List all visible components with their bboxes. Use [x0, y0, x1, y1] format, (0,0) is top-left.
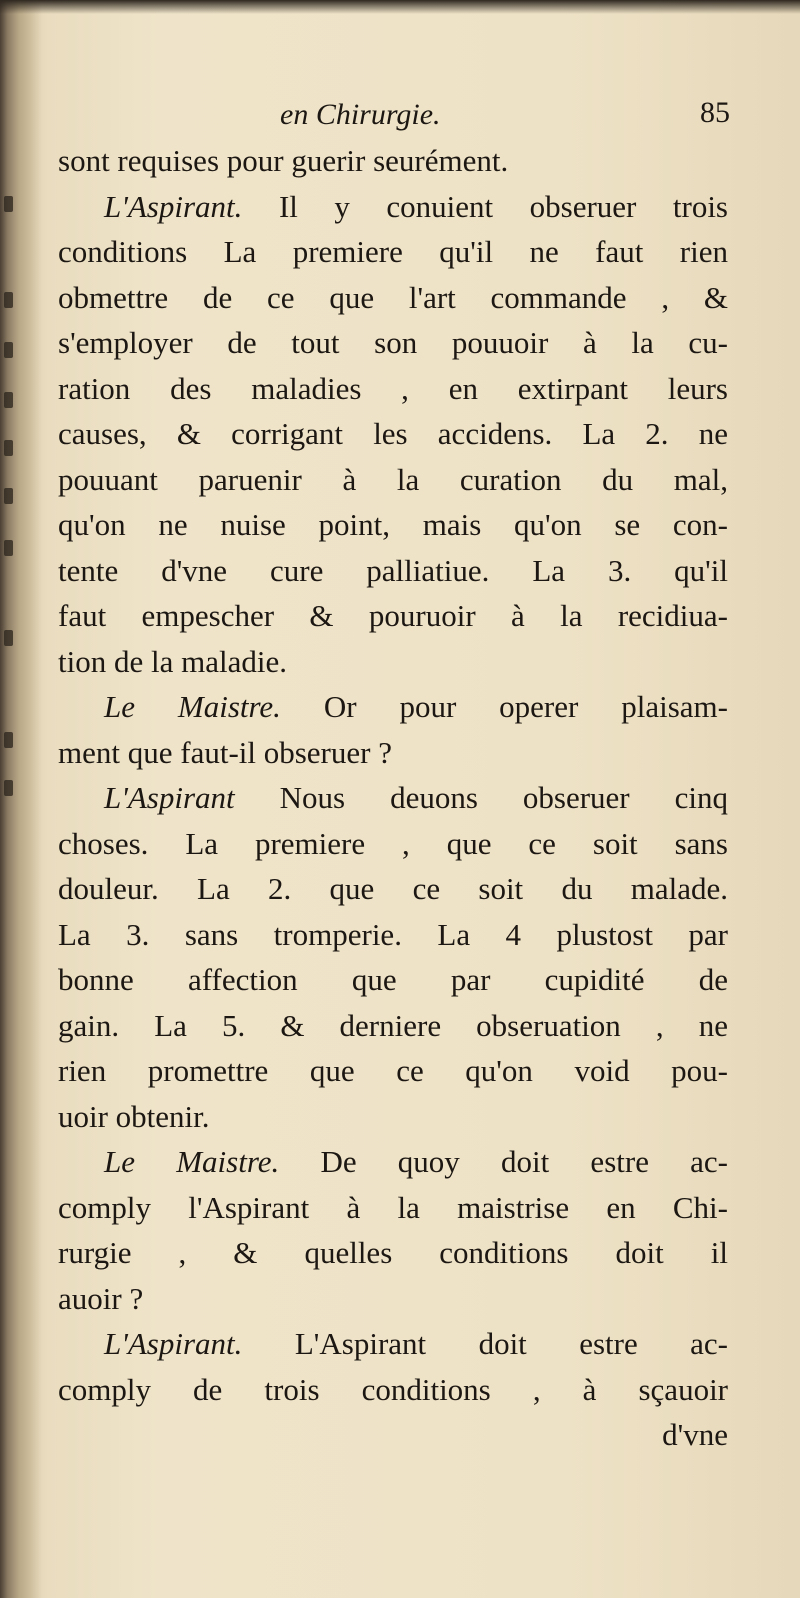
- gutter-letter-fragment: [4, 196, 13, 212]
- text-line: [58, 957, 728, 1003]
- line-text: rien promettre que ce qu'on void pou-: [58, 1053, 728, 1088]
- page-number: 85: [700, 96, 730, 129]
- line-text: tente d'vne cure palliatiue. La 3. qu'il: [58, 552, 728, 588]
- gutter-letter-fragment: [4, 780, 13, 796]
- gutter-letter-fragment: [4, 292, 13, 308]
- speaker-label: L'Aspirant: [104, 780, 235, 815]
- page-text: [58, 86, 728, 1458]
- speaker-label: Le Maistre.: [104, 1144, 280, 1179]
- text-line: [58, 730, 728, 776]
- line-text: Or pour operer plaisam-: [323, 689, 728, 724]
- text-line: [58, 821, 728, 867]
- top-edge-shadow: [0, 0, 800, 14]
- text-line: [58, 866, 728, 912]
- text-line: [58, 912, 728, 958]
- line-text: uoir obtenir.: [58, 1098, 210, 1134]
- text-line: [58, 1230, 728, 1276]
- line-text: auoir ?: [58, 1280, 144, 1316]
- text-line: [58, 184, 728, 230]
- speaker-label: L'Aspirant.: [104, 1326, 243, 1361]
- text-line: [58, 1367, 728, 1413]
- line-text: bonne affection que par cupidité de: [58, 962, 728, 997]
- text-line: [58, 457, 728, 503]
- text-line: [58, 684, 728, 730]
- speaker-label: Le Maistre.: [104, 689, 281, 724]
- line-text: s'employer de tout son pouuoir à la cu-: [58, 325, 728, 360]
- binding-shadow: [0, 0, 42, 1598]
- gutter-letter-fragment: [4, 342, 13, 358]
- running-title: en Chirurgie.: [280, 98, 441, 131]
- line-text: obmettre de ce que l'art commande , &: [58, 279, 728, 315]
- line-text: La 3. sans tromperie. La 4 plustost par: [58, 916, 728, 952]
- line-text: ration des maladies , en extirpant leurs: [58, 370, 728, 406]
- text-line: [58, 548, 728, 594]
- line-text: comply l'Aspirant à la maistrise en Chi-: [58, 1189, 728, 1225]
- text-line: [58, 320, 728, 366]
- text-line: [58, 275, 728, 321]
- text-line: [58, 502, 728, 548]
- text-line: [58, 1321, 728, 1367]
- text-line: [58, 1094, 728, 1140]
- line-text: qu'on ne nuise point, mais qu'on se con-: [58, 507, 728, 542]
- gutter-letter-fragment: [4, 630, 13, 646]
- running-head: [58, 86, 728, 138]
- text-line: [58, 639, 728, 685]
- text-lines: [58, 138, 728, 1412]
- line-text: rurgie , & quelles conditions doit il: [58, 1235, 728, 1270]
- line-text: conditions La premiere qu'il ne faut rien: [58, 234, 728, 269]
- text-line: [58, 138, 728, 184]
- catchword: d'vne: [662, 1417, 728, 1452]
- gutter-letter-fragment: [4, 540, 13, 556]
- text-line: [58, 593, 728, 639]
- line-text: choses. La premiere , que ce soit sans: [58, 825, 728, 861]
- text-line: [58, 366, 728, 412]
- text-line: [58, 411, 728, 457]
- line-text: Nous deuons obseruer cinq: [279, 780, 728, 815]
- gutter-letter-fragment: [4, 440, 13, 456]
- line-text: douleur. La 2. que ce soit du malade.: [58, 871, 728, 906]
- line-text: Il y conuient obseruer trois: [278, 188, 728, 224]
- gutter-letter-fragment: [4, 392, 13, 408]
- line-text: ment que faut-il obseruer ?: [58, 734, 392, 770]
- line-text: comply de trois conditions , à sçauoir: [58, 1371, 728, 1407]
- line-text: De quoy doit estre ac-: [320, 1144, 728, 1179]
- text-line: [58, 775, 728, 821]
- line-text: causes, & corrigant les accidens. La 2. ne: [58, 416, 728, 451]
- line-text: tion de la maladie.: [58, 643, 287, 679]
- speaker-label: L'Aspirant.: [104, 188, 243, 224]
- line-text: sont requises pour guerir seurément.: [58, 143, 509, 178]
- text-line: [58, 1048, 728, 1094]
- line-text: gain. La 5. & derniere obseruation , ne: [58, 1007, 728, 1043]
- line-text: pouuant paruenir à la curation du mal,: [58, 461, 728, 497]
- gutter-letter-fragment: [4, 732, 13, 748]
- line-text: faut empescher & pouruoir à la recidiua-: [58, 598, 728, 633]
- gutter-letter-fragment: [4, 488, 13, 504]
- text-line: [58, 1276, 728, 1322]
- text-line: [58, 1185, 728, 1231]
- text-line: [58, 1003, 728, 1049]
- line-text: L'Aspirant doit estre ac-: [294, 1326, 729, 1361]
- text-line: [58, 1139, 728, 1185]
- text-line: [58, 229, 728, 275]
